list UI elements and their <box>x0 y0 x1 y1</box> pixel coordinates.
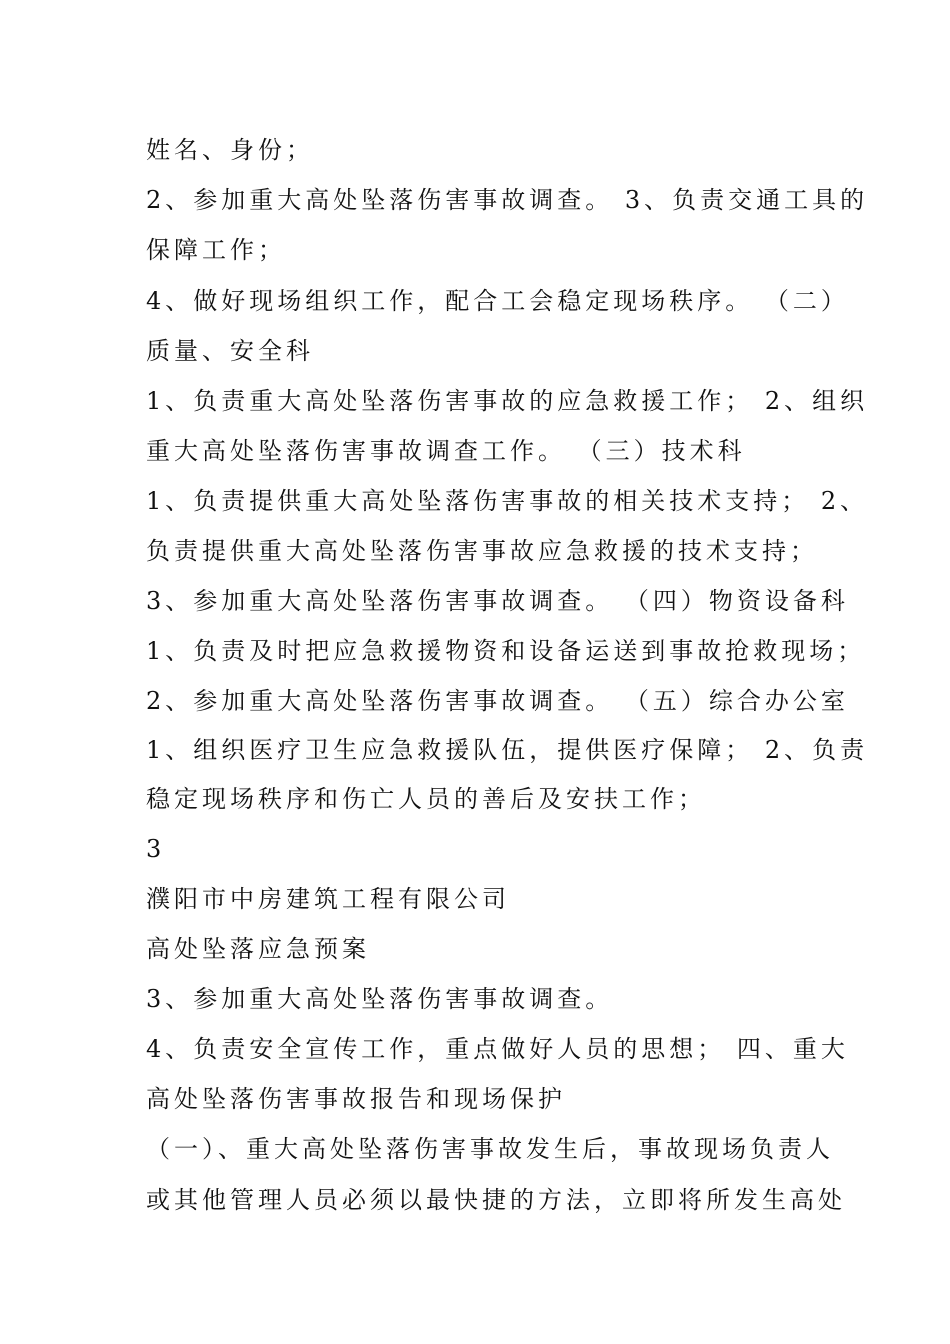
page-number: 3 <box>146 835 166 863</box>
text-line: 质量、安全科 <box>146 337 314 365</box>
text-line: 或其他管理人员必须以最快捷的方法，立即将所发生高处 <box>146 1186 846 1214</box>
text-line: 姓名、身份； <box>146 136 314 164</box>
text-line: 高处坠落伤害事故报告和现场保护 <box>146 1085 566 1113</box>
text-line: 稳定现场秩序和伤亡人员的善后及安扶工作； <box>146 785 706 813</box>
text-line: 负责提供重大高处坠落伤害事故应急救援的技术支持； <box>146 537 818 565</box>
text-line: 1、负责提供重大高处坠落伤害事故的相关技术支持； 2、 <box>146 487 869 515</box>
company-name: 濮阳市中房建筑工程有限公司 <box>146 885 510 913</box>
text-line: 保障工作； <box>146 236 286 264</box>
text-line: 4、负责安全宣传工作，重点做好人员的思想； 四、重大 <box>146 1035 849 1063</box>
text-line: 1、负责重大高处坠落伤害事故的应急救援工作； 2、组织 <box>146 387 869 415</box>
text-line: （一）、重大高处坠落伤害事故发生后，事故现场负责人 <box>146 1135 834 1163</box>
text-line: 3、参加重大高处坠落伤害事故调查。 <box>146 985 614 1013</box>
text-line: 3、参加重大高处坠落伤害事故调查。 （四）物资设备科 <box>146 587 849 615</box>
document-title: 高处坠落应急预案 <box>146 935 370 963</box>
text-line: 重大高处坠落伤害事故调查工作。 （三）技术科 <box>146 437 746 465</box>
text-line: 2、参加重大高处坠落伤害事故调查。 3、负责交通工具的 <box>146 186 869 214</box>
text-line: 1、负责及时把应急救援物资和设备运送到事故抢救现场； <box>146 637 866 665</box>
text-line: 1、组织医疗卫生应急救援队伍，提供医疗保障； 2、负责 <box>146 736 869 764</box>
text-line: 2、参加重大高处坠落伤害事故调查。 （五）综合办公室 <box>146 687 849 715</box>
text-line: 4、做好现场组织工作，配合工会稳定现场秩序。 （二） <box>146 287 849 315</box>
